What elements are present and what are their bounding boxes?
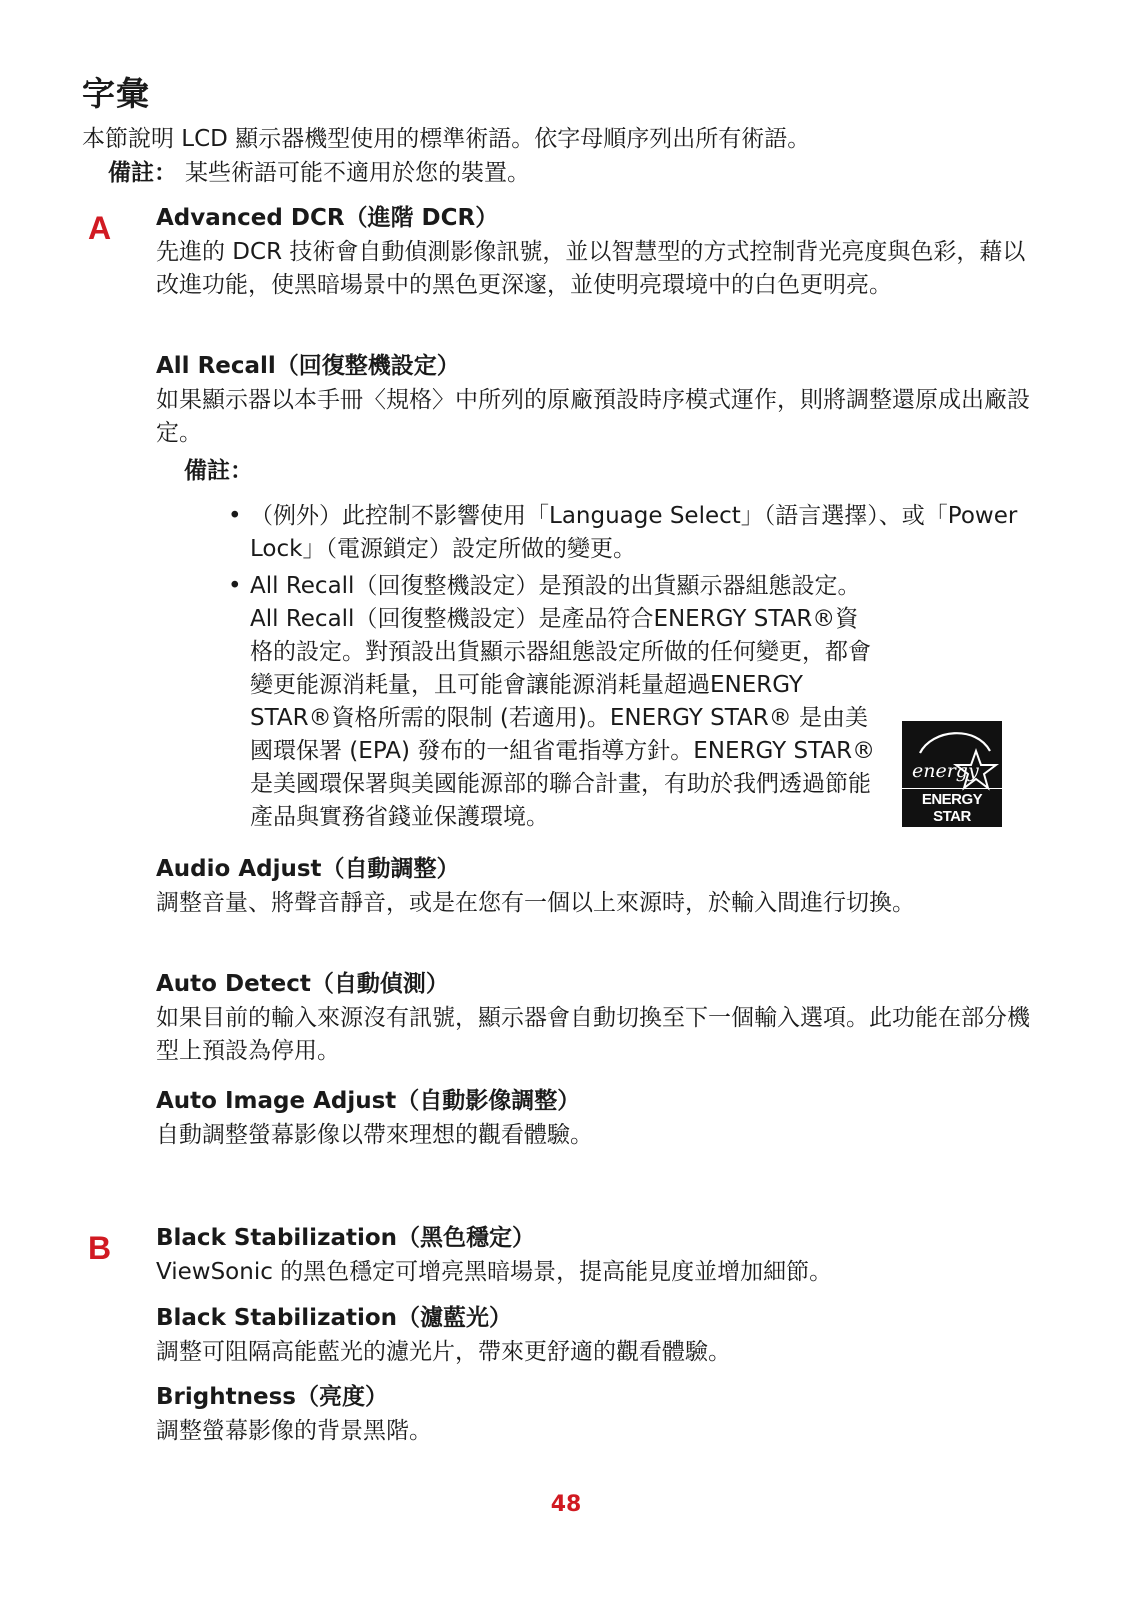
note-label: 備註： <box>184 458 253 484</box>
energy-script-text: energy <box>912 760 979 782</box>
intro-text: 本節說明 LCD 顯示器機型使用的標準術語。依字母順序列出所有術語。 <box>82 126 811 152</box>
energy-star-label: ENERGY STAR <box>902 788 1002 825</box>
intro-note-text: 某些術語可能不適用於您的裝置。 <box>185 160 530 186</box>
entry-term: Black Stabilization（濾藍光） <box>156 1305 513 1331</box>
entry-description: 先進的 DCR 技術會自動偵測影像訊號，並以智慧型的方式控制背光亮度與色彩，藉以改進功能，使黑暗場景中的黑色更深邃，並使明亮環境中的白色更明亮。 <box>156 239 1026 298</box>
bullet-text: （例外）此控制不影響使用「Language Select」（語言選擇）、或「Power Lock」（電源鎖定）設定所做的變更。 <box>250 503 1018 562</box>
entry-term: Auto Image Adjust（自動影像調整） <box>156 1088 581 1114</box>
glossary-entry <box>156 968 1036 1068</box>
glossary-entry <box>156 1222 1036 1289</box>
glossary-entry <box>156 853 1036 920</box>
entry-term: Audio Adjust（自動調整） <box>156 856 460 882</box>
page-title: 字彙 <box>82 74 150 113</box>
entry-description: ViewSonic 的黑色穩定可增亮黑暗場景，提高能見度並增加細節。 <box>156 1259 833 1285</box>
bullet-text: All Recall（回復整機設定）是預設的出貨顯示器組態設定。All Recall（回復整機設定）是產品符合ENERGY STAR®資格的設定。對預設出貨顯示器組態設定所做的任何變更，都會變更能源消耗量，且可能會讓能源消耗量超過ENERGY STAR®資格所需的限制 (若適用)。ENERGY STAR® 是由美國環保署 (EPA) 發布的一組省電指導方針。ENERGY STAR® 是美國環保署與美國能源部的聯合計畫，有助於我們透過節能產品與實務省錢並保護環境。 <box>250 573 876 830</box>
glossary-entry <box>156 1302 1036 1369</box>
bullet-icon: • <box>228 503 242 529</box>
entry-term: Advanced DCR（進階 DCR） <box>156 205 499 231</box>
glossary-entry <box>156 1085 1036 1152</box>
entry-term: All Recall（回復整機設定） <box>156 353 460 379</box>
intro-note-label: 備註： <box>108 160 177 186</box>
entry-term: Brightness（亮度） <box>156 1384 388 1410</box>
entry-description: 調整可阻隔高能藍光的濾光片，帶來更舒適的觀看體驗。 <box>156 1339 731 1365</box>
entry-description: 如果顯示器以本手冊〈規格〉中所列的原廠預設時序模式運作，則將調整還原成出廠設定。 <box>156 387 1030 446</box>
section-letter-a: A <box>88 210 112 246</box>
entry-term: Black Stabilization（黑色穩定） <box>156 1225 536 1251</box>
section-letter-b: B <box>88 1230 112 1266</box>
note-bullet <box>228 500 1036 566</box>
entry-description: 自動調整螢幕影像以帶來理想的觀看體驗。 <box>156 1122 593 1148</box>
entry-description: 調整螢幕影像的背景黑階。 <box>156 1418 432 1444</box>
page-number: 48 <box>550 1492 582 1517</box>
intro-note <box>108 156 530 190</box>
glossary-entry <box>156 1381 1036 1448</box>
entry-description: 如果目前的輸入來源沒有訊號，顯示器會自動切換至下一個輸入選項。此功能在部分機型上預設為停用。 <box>156 1005 1030 1064</box>
entry-description: 調整音量、將聲音靜音，或是在您有一個以上來源時，於輸入間進行切換。 <box>156 890 915 916</box>
glossary-entry <box>156 202 1036 302</box>
bullet-icon: • <box>228 573 242 599</box>
entry-term: Auto Detect（自動偵測） <box>156 971 449 997</box>
energy-star-logo <box>902 721 1002 827</box>
